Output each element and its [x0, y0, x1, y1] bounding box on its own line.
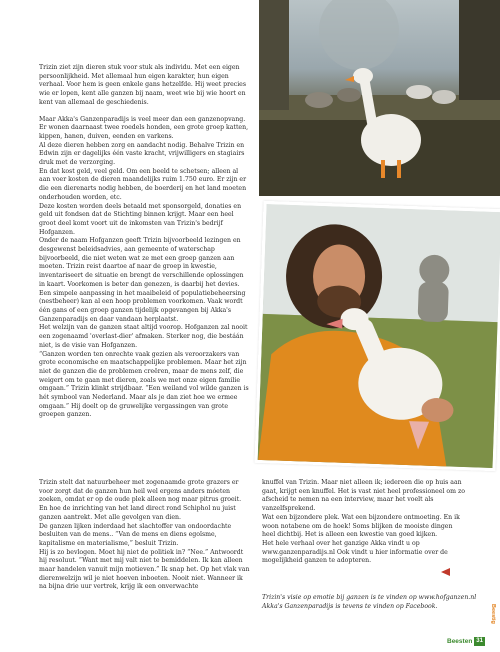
paragraph: Het welzijn van de ganzen staat altijd voorop. Hofganzen zal nooit een zogenaamd 'overlast-dier' afmaken. Sterker nog, die bestáán niet, is de visie van Hofganzen.: [39, 324, 248, 349]
paragraph: Maar Akka's Ganzenparadijs is veel meer dan een ganzenopvang. Er wonen daarnaast twee roedels honden, een grote groep katten, kippen, hanen, duiven, eenden en varkens.: [39, 115, 249, 140]
magazine-brand: Beesten: [447, 637, 473, 645]
paragraph: Wat een bijzondere plek. Wat een bijzondere ontmoeting. En ik woon notabene om de hoek! Soms blijken de mooiste dingen heel dichtbij. Het is alleen een kwestie van goed kijken.: [262, 513, 460, 539]
paragraph: Trizin ziet zijn dieren stuk voor stuk als individu. Met een eigen persoonlijkheid. Met allemaal hun eigen karakter, hun eigen verhaal. Voor hem is geen enkele gans hetzelfde. Hij weet precies wie er lopen, kent alle ganzen bij naam, weet wie bij wie hoort en kent van allemaal de geschiedenis.: [39, 64, 247, 106]
paragraph: Trizin stelt dat natuurbeheer met zogenaamde grote grazers er voor zorgt dat de ganzen hun heil wel ergens anders móeten zoeken, omdat er op de oude plek alleen nog maar pitrus groeit. En hoe de inrichting van het land direct rond Schiphol nu juist ganzen aantrekt. Met alle gevolgen van dien.: [39, 479, 242, 521]
paragraph: Deze kosten worden deels betaald met sponsorgeld, donaties en geld uit fondsen dat de Stichting binnen krijgt. Maar een heel groot deel komt voort uit de inkomsten van Trizin's bedrijf Hofganzen.: [39, 202, 242, 236]
end-of-article-arrow-icon: [441, 568, 450, 576]
paragraph: Hij is zo bevlogen. Moet hij niet de politiek in? “Nee.” Antwoordt hij resoluut. “Want met mij valt niet te bemiddelen. Ik kan alleen maar handelen vanuit mijn motieven.” Ik snap het. Op het vlak van dierenwelzijn wil je niet hoeven inboeten. Nooit niet. Wanneer ik na bijna drie uur vertrek, krijg ik een onverwachte: [39, 548, 250, 591]
paragraph-gap: [39, 108, 251, 116]
page-footer: [447, 636, 485, 646]
section-tab: Beestig: [490, 604, 496, 624]
paragraph: En dat kost geld, veel geld. Om een beeld te schetsen; alleen al aan voer kosten de dieren maandelijks ruim 1.750 euro. Er zijn er die een dierenarts nodig hebben, de boerderij en het land moeten onderhouden worden, etc.: [39, 167, 247, 201]
paragraph: Onder de naam Hofganzen geeft Trizin bijvoorbeeld lezingen en desgewenst beleidsadvies, aan gemeente of waterschap bijvoorbeeld, die niet weten wat ze met een groep ganzen aan moeten. Trizin reist daartoe af naar de groep in kwestie, inventariseert de situatie en brengt de verschillende oplossingen in kaart. Voorkomen is beter dan genezen, is daarbij het devies. Een simpele aanpassing in het maaibeleid of populatiebeheersing (nestbeheer) kan al een hoop problemen voorkomen. Vaak wordt één gans of een groep ganzen tijdelijk opgevangen bij Akka's Ganzenparadijs en daar vandaan herplaatst.: [39, 237, 246, 323]
article-column-left: [39, 64, 251, 420]
paragraph: Het hele verhaal over het ganzige Akka vindt u op www.ganzenparadijs.nl Ook vindt u hier informatie over de mogelijkheid ganzen te adopteren.: [262, 539, 448, 565]
geese-field-photo: [259, 0, 500, 196]
man-with-goose-photo: [255, 201, 500, 471]
page-number: 31: [476, 637, 483, 644]
paragraph: Al deze dieren hebben zorg en aandacht nodig. Behalve Trizin en Edwin zijn er dagelijks één vaste kracht, vrijwilligers en stagiairs druk met de verzorging.: [39, 141, 245, 167]
photo-caption: Trizin's visie op emotie bij ganzen is te vinden op www.hofganzen.nl Akka's Ganzenparadijs is tevens te vinden op Facebook.: [262, 594, 477, 610]
paragraph: De ganzen lijken inderdaad het slachtoffer van ondoordachte besluiten van de mens.. “Van de mens en diens egoïsme, kapitalisme en materialisme,” besluit Trizin.: [39, 522, 232, 547]
article-column-left-bottom: [39, 479, 251, 592]
paragraph: “Ganzen worden ten onrechte vaak gezien als veroorzakers van grote economische en maatschappelijke problemen. Maar het zijn niet de ganzen die de problemen creëren, maar de mens zelf, die weigert om te gaan met dieren, zoals we met onze eigen familie omgaan.” Trizin klinkt strijdbaar. “Een weiland vol wilde ganzen is hét symbool van Nederland. Maar als je dan ziet hoe we ermee omgaan.” Hij doelt op de gruwelijke vergassingen van grote groepen ganzen.: [39, 350, 249, 419]
article-column-right-bottom: [262, 479, 467, 566]
paragraph: knuffel van Trizin. Maar niet alleen ik; iedereen die op huis aan gaat, krijgt een knuffel. Het is vast niet heel professioneel om zo afscheid te nemen na een interview, maar het voelt als vanzelfsprekend.: [262, 479, 465, 513]
